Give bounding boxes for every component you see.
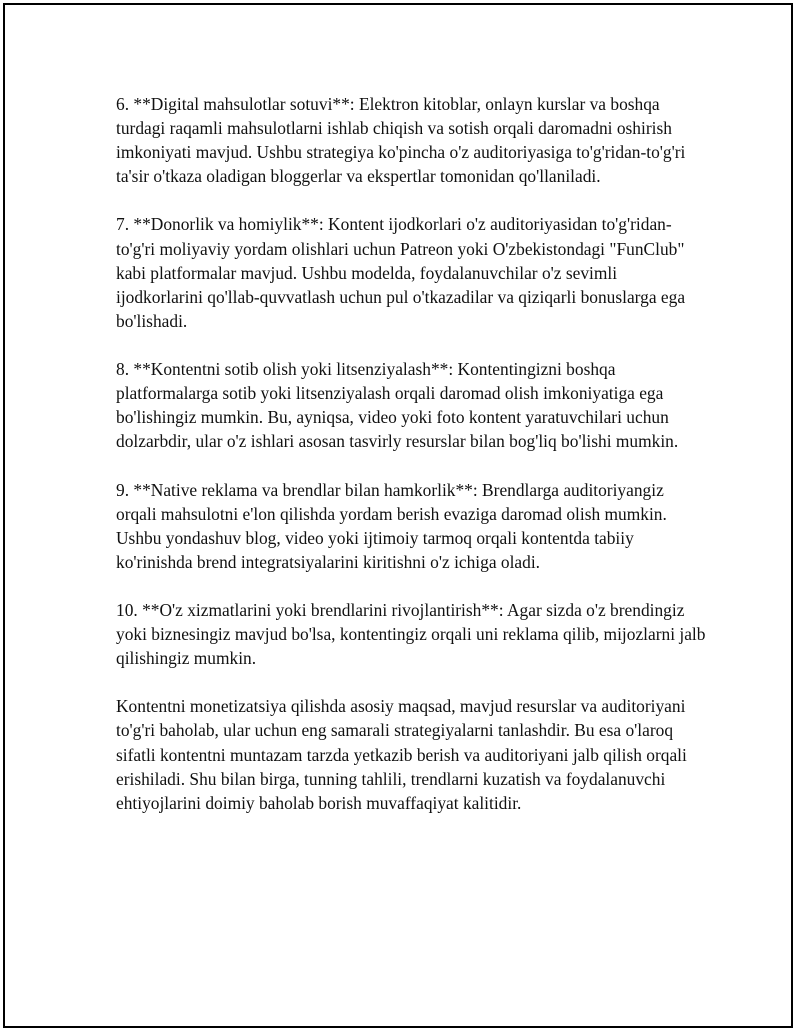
paragraph-digital-products: 6. **Digital mahsulotlar sotuvi**: Elektron kitoblar, onlayn kurslar va boshqa turdagi raqamli mahsulotlarni ishlab chiqish va sotish orqali daromadni oshirish imkoniyati mavjud. Ushbu strategiya ko'pincha o'z auditoriyasiga to'g'ridan-to'g'ri ta'sir o'tkaza oladigan bloggerlar va ekspertlar tomonidan qo'llaniladi. xyxy=(116,94,686,187)
paragraph-own-brand-services: 10. **O'z xizmatlarini yoki brendlarini rivojlantirish**: Agar sizda o'z brendingiz yoki biznesingiz mavjud bo'lsa, kontentingiz orqali uni reklama qilib, mijozlarni jalb qilishingiz mumkin. xyxy=(116,599,706,669)
document-body xyxy=(116,92,706,815)
paragraph-content-licensing: 8. **Kontentni sotib olish yoki litsenziyalash**: Kontentingizni boshqa platformalarga sotib yoki litsenziyalash orqali daromad olish imkoniyatiga ega bo'lishingiz mumkin. Bu, ayniqsa, video yoki foto kontent yaratuvchilari uchun dolzarbdir, ular o'z ishlari asosan tasvirly resurslar bilan bog'liq bo'lishi mumkin. xyxy=(116,359,679,452)
paragraph-native-advertising: 9. **Native reklama va brendlar bilan hamkorlik**: Brendlarga auditoriyangiz orqali mahsulotni e'lon qilishda yordam berish evaziga daromad olish mumkin. Ushbu yondashuv blog, video yoki ijtimoiy tarmoq orqali kontentda tabiiy ko'rinishda brend integratsiyalarini kiritishni o'z ichiga oladi. xyxy=(116,479,667,572)
paragraph-conclusion: Kontentni monetizatsiya qilishda asosiy maqsad, mavjud resurslar va auditoriyani to'g'ri baholab, ular uchun eng samarali strategiyalarni tanlashdir. Bu esa o'laroq sifatli kontentni muntazam tarzda yetkazib berish va auditoriyani jalb qilish orqali erishiladi. Shu bilan birga, tunning tahlili, trendlarni kuzatish va foydalanuvchi ehtiyojlarini doimiy baholab borish muvaffaqiyat kalitidir. xyxy=(116,696,687,813)
paragraph-donations-sponsorship: 7. **Donorlik va homiylik**: Kontent ijodkorlari o'z auditoriyasidan to'g'ridan-to'g'ri moliyaviy yordam olishlari uchun Patreon yoki O'zbekistondagi "FunClub" kabi platformalar mavjud. Ushbu modelda, foydalanuvchilar o'z sevimli ijodkorlarini qo'llab-quvvatlash uchun pul o'tkazadilar va qiziqarli bonuslarga ega bo'lishadi. xyxy=(116,214,686,331)
